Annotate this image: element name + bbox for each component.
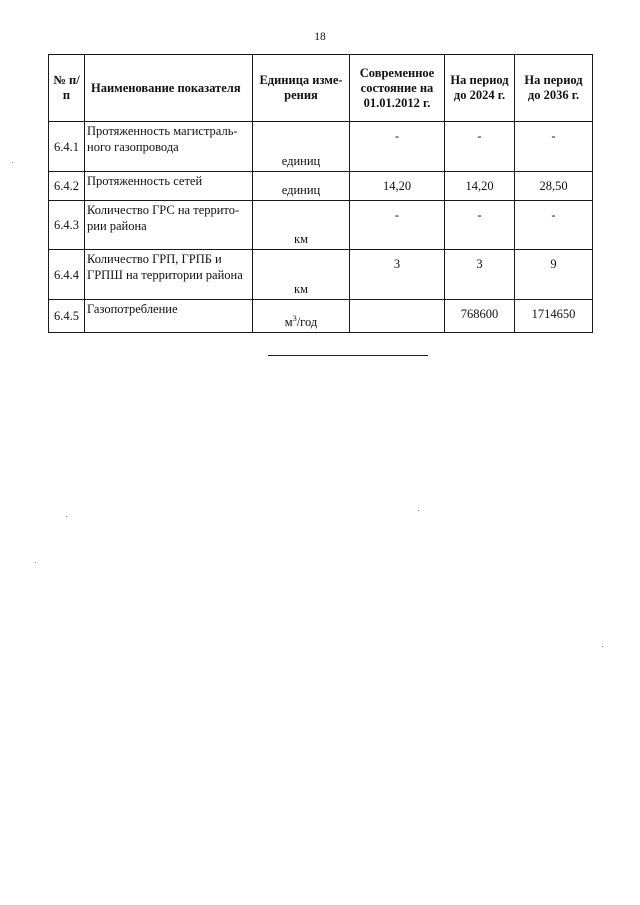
row-unit: км [253,201,350,250]
row-num: 6.4.2 [49,172,85,201]
row-unit: км [253,250,350,300]
row-current: 3 [350,250,445,300]
row-period-2036: 28,50 [515,172,593,201]
row-period-2036: 1714650 [515,300,593,333]
closing-rule [268,355,428,356]
scan-speck [602,646,603,647]
row-unit: единиц [253,172,350,201]
unit-base: м [284,315,293,329]
row-current: - [350,122,445,172]
row-name: Количество ГРС на террито-рии района [85,201,253,250]
row-name: Газопотребление [85,300,253,333]
table-row [49,300,593,333]
row-current: - [350,201,445,250]
row-period-2036: 9 [515,250,593,300]
row-period-2036: - [515,122,593,172]
row-name: Протяженность сетей [85,172,253,201]
row-num: 6.4.5 [49,300,85,333]
header-name: Наименование показателя [85,55,253,122]
gas-supply-indicators-table [48,54,593,333]
row-period-2036: - [515,201,593,250]
scan-speck [66,516,67,517]
row-num: 6.4.1 [49,122,85,172]
row-name: Протяженность магистраль-ного газопровода [85,122,253,172]
row-num: 6.4.4 [49,250,85,300]
table-row [49,250,593,300]
header-period-2036: На период до 2036 г. [515,55,593,122]
table-header-row [49,55,593,122]
row-num: 6.4.3 [49,201,85,250]
row-period-2024: 14,20 [445,172,515,201]
scan-speck [12,162,13,163]
row-unit [253,300,350,333]
header-num: № п/п [49,55,85,122]
row-current: 14,20 [350,172,445,201]
row-unit: единиц [253,122,350,172]
table-row [49,122,593,172]
header-period-2024: На период до 2024 г. [445,55,515,122]
page-number: 18 [314,31,326,43]
unit-superscript: 3 [292,313,297,323]
row-name: Количество ГРП, ГРПБ и ГРПШ на территории района [85,250,253,300]
scan-speck [35,562,36,563]
row-period-2024: - [445,122,515,172]
header-current: Современное состояние на 01.01.2012 г. [350,55,445,122]
table-row [49,201,593,250]
row-current [350,300,445,333]
row-period-2024: 3 [445,250,515,300]
unit-tail: /год [296,315,318,329]
row-period-2024: - [445,201,515,250]
scan-speck [418,510,419,511]
table-row [49,172,593,201]
row-period-2024: 768600 [445,300,515,333]
header-unit: Единица изме-рения [253,55,350,122]
